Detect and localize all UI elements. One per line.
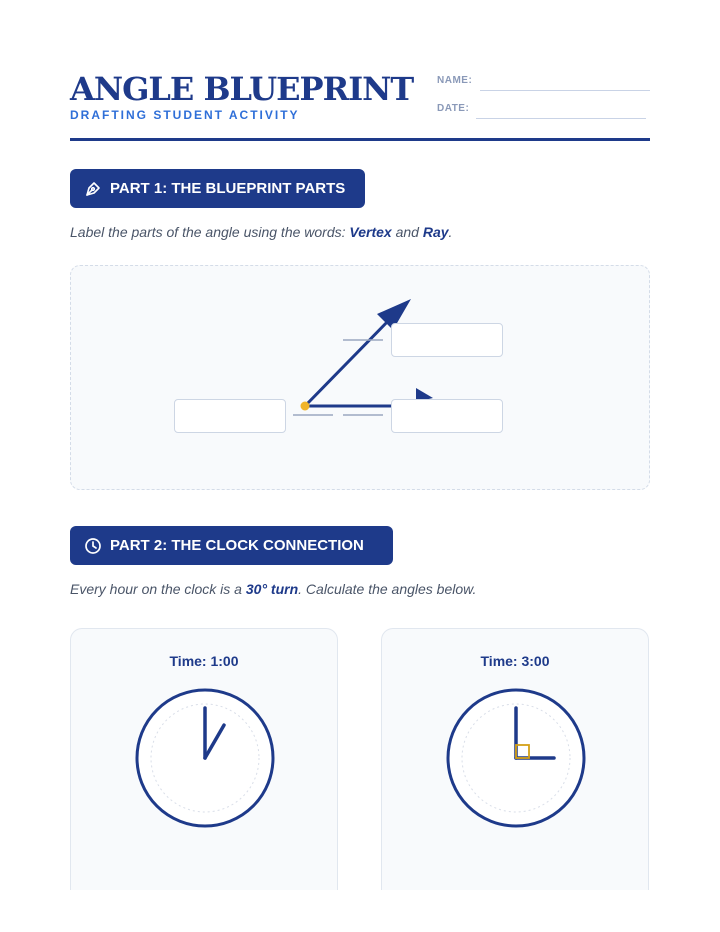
clock-1-face: [134, 687, 276, 829]
lower-ray-label-box[interactable]: [391, 399, 503, 433]
vertex-label-box[interactable]: [174, 399, 286, 433]
word-ray: Ray: [422, 224, 449, 240]
upper-ray-label-box[interactable]: [391, 323, 503, 357]
part2-instruction-prefix: Every hour on the clock is a: [70, 581, 246, 597]
header-divider: [70, 138, 650, 141]
angle-diagram-area: [70, 265, 650, 490]
clock-1-time-label: Time: 1:00: [169, 653, 239, 669]
part1-heading: [70, 169, 365, 208]
clock-icon: [84, 537, 102, 555]
date-label: DATE:: [437, 103, 470, 114]
word-vertex: Vertex: [349, 224, 392, 240]
part2-heading-text: PART 2: THE CLOCK CONNECTION: [110, 537, 364, 554]
clock-card-2: [381, 628, 649, 890]
name-label: NAME:: [437, 75, 473, 86]
part1-instruction-suffix: .: [448, 224, 453, 240]
part2-instruction-suffix: . Calculate the angles below.: [298, 581, 477, 597]
clock-2-face: [445, 687, 587, 829]
part1-heading-text: PART 1: THE BLUEPRINT PARTS: [110, 180, 346, 197]
date-field-line[interactable]: [476, 118, 646, 119]
part2-instruction: [70, 581, 476, 597]
clock-2-time-label: Time: 3:00: [480, 653, 550, 669]
angle-diagram: [71, 266, 651, 491]
upper-ray: [305, 318, 391, 406]
part1-instruction: [70, 224, 452, 240]
clock-card-1: [70, 628, 338, 890]
page-title: ANGLE BLUEPRINT: [70, 70, 414, 108]
part2-heading: [70, 526, 393, 565]
name-field-line[interactable]: [480, 90, 650, 91]
part1-instruction-prefix: Label the parts of the angle using the words:: [70, 224, 350, 240]
part1-instruction-mid: and: [391, 224, 423, 240]
turn-emphasis: 30° turn: [245, 581, 299, 597]
page-subtitle: DRAFTING STUDENT ACTIVITY: [70, 108, 300, 122]
vertex-point: [301, 402, 310, 411]
pen-tool-icon: [84, 180, 102, 198]
